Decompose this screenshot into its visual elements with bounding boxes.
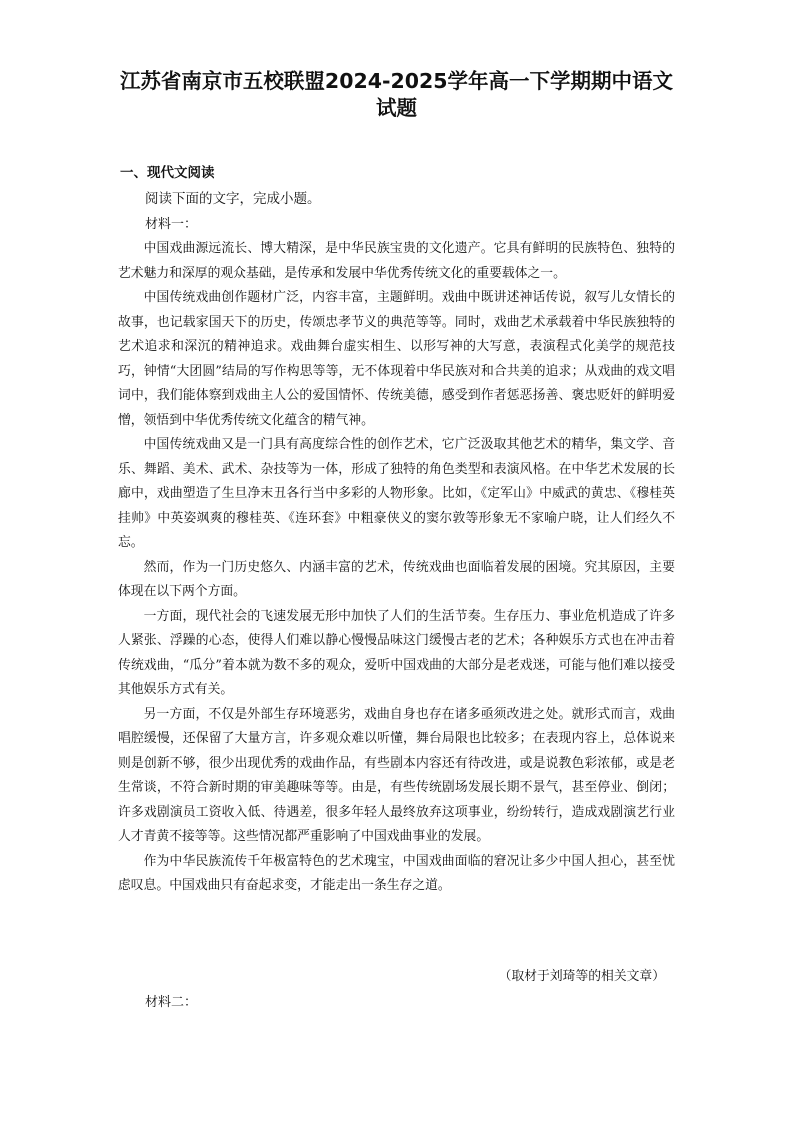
paragraph: 中国戏曲源远流长、博大精深，是中华民族宝贵的文化遗产。它具有鲜明的民族特色、独特的艺术魅力和深厚的观众基础，是传承和发展中华优秀传统文化的重要载体之一。: [118, 241, 675, 281]
paragraph: 另一方面，不仅是外部生存环境恶劣，戏曲自身也存在诸多亟须改进之处。就形式而言，戏曲唱腔缓慢，还保留了大量方言，许多观众难以听懂，舞台局限也比较多；在表现内容上，总体说来则是创新不够，很少出现优秀的戏曲作品，有些剧本内容还有待改进，或是说教色彩浓郁，或是老生常谈，不符合新时期的审美趣味等等。由是，有些传统剧场发展长期不景气，甚至停业、倒闭；许多戏剧演员工资收入低、待遇差，很多年轻人最终放弃这项事业，纷纷转行，造成戏剧演艺行业人才青黄不接等等。这些情况都严重影响了中国戏曲事业的发展。: [118, 706, 675, 844]
reading-instruction: 阅读下面的文字，完成小题。: [145, 191, 321, 207]
document-title: 江苏省南京市五校联盟2024-2025学年高一下学期期中语文试题: [119, 69, 674, 120]
paragraph: 中国传统戏曲创作题材广泛，内容丰富，主题鲜明。戏曲中既讲述神话传说，叙写儿女情长的故事，也记载家国天下的历史，传颂忠孝节义的典范等等。同时，戏曲艺术承载着中华民族独特的艺术追求和深沉的精神追求。戏曲舞台虚实相生、以形写神的大写意，表演程式化美学的规范技巧，钟情“大团圆”结局的写作构思等等，无不体现着中华民族对和合共美的追求；从戏曲的戏文唱词中，我们能体察到戏曲主人公的爱国情怀、传统美德，感受到作者惩恶扬善、褒忠贬奸的鲜明爱憎，领悟到中华优秀传统文化蕴含的精气神。: [118, 290, 675, 428]
source-citation: （取材于刘琦等的相关文章）: [498, 969, 665, 984]
paragraph: 中国传统戏曲又是一门具有高度综合性的创作艺术，它广泛汲取其他艺术的精华，集文学、音乐、舞蹈、美术、武术、杂技等为一体，形成了独特的角色类型和表演风格。在中华艺术发展的长廊中，戏曲塑造了生旦净末丑各行当中多彩的人物形象。比如，《定军山》中威武的黄忠、《穆桂英挂帅》中英姿飒爽的穆桂英、《连环套》中粗豪侠义的窦尔敦等形象无不家喻户晓，让人们经久不忘。: [118, 437, 675, 550]
material-one-body: [118, 237, 675, 899]
paragraph: 作为中华民族流传千年极富特色的艺术瑰宝，中国戏曲面临的窘况让多少中国人担心，甚至忧虑叹息。中国戏曲只有奋起求变，才能走出一条生存之道。: [118, 853, 675, 893]
material-two-label: 材料二：: [145, 995, 198, 1010]
material-one-label: 材料一：: [145, 217, 198, 232]
section-heading: 一、现代文阅读: [120, 165, 215, 181]
paragraph: 一方面，现代社会的飞速发展无形中加快了人们的生活节奏。生存压力、事业危机造成了许多人紧张、浮躁的心态，使得人们难以静心慢慢品味这门缓慢古老的艺术；各种娱乐方式也在冲击着传统戏曲，“瓜分”着本就为数不多的观众，爱听中国戏曲的大部分是老戏迷，可能与他们难以接受其他娱乐方式有关。: [118, 608, 675, 697]
paragraph: 然而，作为一门历史悠久、内涵丰富的艺术，传统戏曲也面临着发展的困境。究其原因，主要体现在以下两个方面。: [118, 559, 675, 599]
